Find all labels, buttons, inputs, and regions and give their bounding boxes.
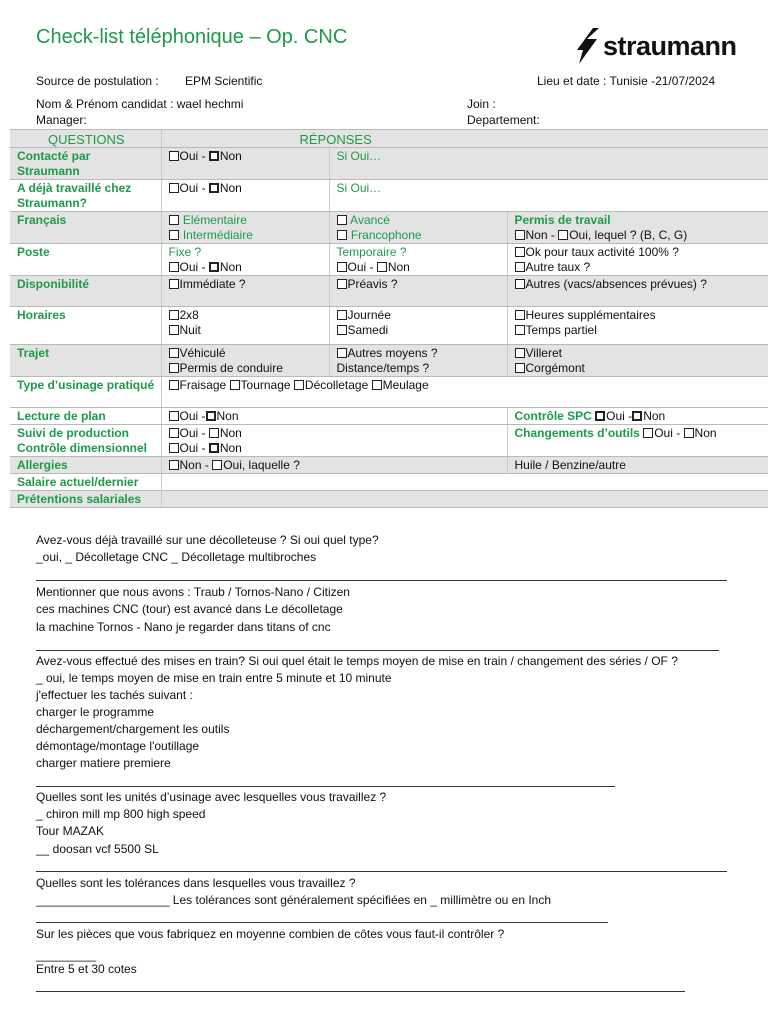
checkbox[interactable] (515, 279, 525, 289)
checkbox[interactable] (169, 380, 179, 390)
answer-2-line: déchargement/chargement les outils (36, 722, 230, 736)
checkbox[interactable] (169, 443, 179, 453)
straumann-logo-icon (575, 26, 601, 66)
checkbox[interactable] (337, 230, 347, 240)
checkbox[interactable] (515, 310, 525, 320)
table-row: A déjà travaillé chez Straumann? Oui - Non Si Oui… (10, 180, 768, 212)
join-label: Join : (467, 97, 496, 111)
answer-3-line: Tour MAZAK (36, 824, 105, 838)
checkbox[interactable] (643, 428, 653, 438)
divider (36, 991, 685, 992)
checkbox[interactable] (169, 279, 179, 289)
answer-2-line: j'effectuer les tachés suivant : (36, 688, 193, 702)
answer-3-line: __ doosan vcf 5500 SL (36, 842, 159, 856)
row-label: A déjà travaillé chez Straumann? (10, 180, 161, 212)
checkbox[interactable] (294, 380, 304, 390)
row-label: Contacté par Straumann (10, 148, 161, 180)
table-row (10, 474, 768, 491)
table-row: Lecture de plan Oui - Non Contrôle SPC Oui - Non (10, 408, 768, 425)
checkbox[interactable] (169, 262, 179, 272)
checkbox[interactable] (169, 363, 179, 373)
answer-4: ____________________ Les tolérances sont généralement spécifiées en _ millimètre ou en Inch (36, 893, 552, 907)
checkbox[interactable] (169, 183, 179, 193)
table-row: Allergies Non - Oui, laquelle ? Huile / Benzine/autre (10, 457, 768, 474)
col-questions: QUESTIONS (10, 130, 161, 148)
divider (36, 786, 615, 787)
checkbox[interactable] (684, 428, 694, 438)
checkbox[interactable] (169, 348, 179, 358)
checkbox[interactable] (515, 348, 525, 358)
question-4: Quelles sont les tolérances dans lesquelles vous travaillez ? (36, 876, 356, 890)
checkbox[interactable] (372, 380, 382, 390)
checkbox[interactable] (169, 428, 179, 438)
checkbox[interactable] (337, 279, 347, 289)
checkbox[interactable] (515, 363, 525, 373)
mention-3: la machine Tornos - Nano je regarder dans titans of cnc (36, 620, 331, 634)
table-row (10, 491, 768, 508)
divider (36, 922, 608, 923)
question-1: Avez-vous déjà travaillé sur une décolleteuse ? Si oui quel type? (36, 533, 379, 547)
row-label: Trajet (10, 345, 161, 377)
manager-label: Manager: (36, 113, 87, 127)
answer-5: Entre 5 et 30 cotes (36, 962, 137, 976)
row-label: Contrôle dimensionnel (17, 441, 148, 455)
checkbox[interactable] (337, 262, 347, 272)
row-label: Français (10, 212, 161, 244)
table-header-row (10, 130, 768, 148)
checkbox[interactable] (337, 310, 347, 320)
departement-label: Departement: (467, 113, 540, 127)
row-label: Horaires (10, 307, 161, 345)
lieu-date: Lieu et date : Tunisie -21/07/2024 (537, 74, 716, 88)
checkbox[interactable] (169, 151, 179, 161)
row-label: Poste (10, 244, 161, 276)
table-row: Français Elémentaire Intermédiaire Avancé Francophone Permis de travail Non - Oui, lequel ? (B, C, G) (10, 212, 768, 244)
checkbox[interactable] (169, 460, 179, 470)
checkbox[interactable] (558, 230, 568, 240)
checkbox[interactable] (209, 443, 219, 453)
answer-2-line: _ oui, le temps moyen de mise en train entre 5 minute et 10 minute (36, 671, 392, 685)
checkbox[interactable] (209, 151, 219, 161)
answer-2-line: démontage/montage l'outillage (36, 739, 200, 753)
checkbox[interactable] (515, 325, 525, 335)
pretentions-value[interactable] (161, 491, 768, 508)
checklist-table (10, 129, 768, 508)
table-row: Poste Fixe ? Oui - Non Temporaire ? Oui - Non Ok pour taux activité 100% ? Autre taux ? (10, 244, 768, 276)
page-title: Check-list téléphonique – Op. CNC (36, 26, 348, 48)
row-label: Suivi de production (17, 426, 130, 440)
candidate-name: Nom & Prénom candidat : wael hechmi (36, 97, 244, 111)
mention-1: Mentionner que nous avons : Traub / Tornos-Nano / Citizen (36, 585, 350, 599)
checkbox[interactable] (169, 411, 179, 421)
table-row: Disponibilité Immédiate ? Préavis ? Autres (vacs/absences prévues) ? (10, 276, 768, 307)
checkbox[interactable] (377, 262, 387, 272)
row-label: Type d’usinage pratiqué (10, 377, 161, 408)
straumann-logo: straumann (575, 26, 737, 66)
divider (36, 580, 727, 581)
checkbox[interactable] (212, 460, 222, 470)
row-label: Salaire actuel/dernier (10, 474, 161, 491)
col-reponses: RÉPONSES (161, 130, 768, 148)
row-label: Allergies (10, 457, 161, 474)
checkbox[interactable] (169, 230, 179, 240)
checkbox[interactable] (169, 215, 179, 225)
checkbox[interactable] (206, 411, 216, 421)
table-row: Type d’usinage pratiqué Fraisage Tournage Décolletage Meulage (10, 377, 768, 408)
answer-2-line: charger matiere premiere (36, 756, 171, 770)
row-label: Disponibilité (10, 276, 161, 307)
source-label: Source de postulation : (36, 74, 159, 88)
answer-1: _oui, _ Décolletage CNC _ Décolletage multibroches (36, 550, 317, 564)
answer-2-line: charger le programme (36, 705, 155, 719)
checkbox[interactable] (209, 428, 219, 438)
row-label: Prétentions salariales (10, 491, 161, 508)
table-row: Horaires 2x8 Nuit Journée Samedi Heures supplémentaires Temps partiel (10, 307, 768, 345)
salaire-value[interactable] (161, 474, 768, 491)
answer-3-line: _ chiron mill mp 800 high speed (36, 807, 206, 821)
table-row: Trajet Véhiculé Permis de conduire Autres moyens ? Distance/temps ? Villeret Corgémont (10, 345, 768, 377)
checkbox[interactable] (230, 380, 240, 390)
checkbox[interactable] (515, 247, 525, 257)
row-label: Lecture de plan (10, 408, 161, 425)
divider (36, 871, 727, 872)
checkbox[interactable] (515, 230, 525, 240)
source-value: EPM Scientific (185, 74, 263, 88)
checkbox[interactable] (209, 183, 219, 193)
checkbox[interactable] (209, 262, 219, 272)
question-5: Sur les pièces que vous fabriquez en moyenne combien de côtes vous faut-il contrôler ? (36, 927, 505, 941)
checkbox[interactable] (337, 325, 347, 335)
checkbox[interactable] (169, 310, 179, 320)
mention-2: ces machines CNC (tour) est avancé dans Le décolletage (36, 602, 343, 616)
checkbox[interactable] (169, 325, 179, 335)
checkbox[interactable] (337, 215, 347, 225)
table-row: Suivi de production Contrôle dimensionnel Oui - Non Oui - Non Changements d’outils Oui - Non (10, 425, 768, 457)
checkbox[interactable] (632, 411, 642, 421)
table-row: Contacté par Straumann Oui - Non Si Oui… (10, 148, 768, 180)
answer-5-blank: _________ (36, 948, 97, 962)
question-3: Quelles sont les unités d’usinage avec lesquelles vous travaillez ? (36, 790, 387, 804)
checkbox[interactable] (515, 262, 525, 272)
checkbox[interactable] (595, 411, 605, 421)
divider (36, 650, 719, 651)
question-2: Avez-vous effectué des mises en train? Si oui quel était le temps moyen de mise en train / changement des séries / OF ? (36, 654, 678, 668)
checkbox[interactable] (337, 348, 347, 358)
